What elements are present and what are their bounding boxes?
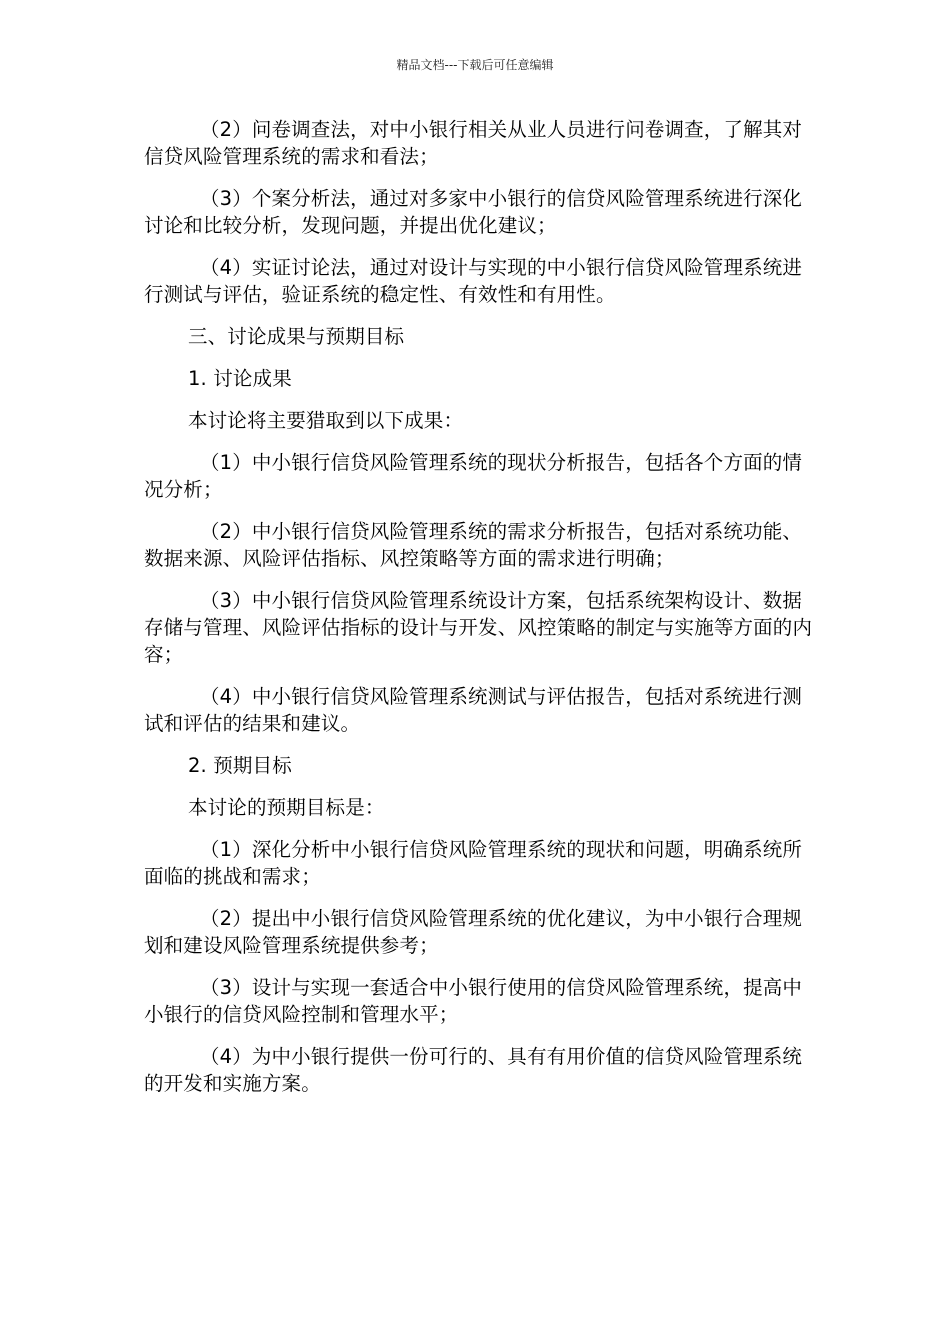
paragraph-goal-2: （2）提出中小银行信贷风险管理系统的优化建议，为中小银行合理规划和建设风险管理系统提供参考； [144,907,803,957]
subsection-heading-results: 1. 讨论成果 [188,367,292,390]
paragraph-method-empirical: （4）实证讨论法，通过对设计与实现的中小银行信贷风险管理系统进行测试与评估，验证系统的稳定性、有效性和有用性。 [144,256,803,306]
paragraph-result-2: （2）中小银行信贷风险管理系统的需求分析报告，包括对系统功能、数据来源、风险评估指标、风控策略等方面的需求进行明确； [144,520,803,570]
paragraph-goal-4: （4）为中小银行提供一份可行的、具有有用价值的信贷风险管理系统的开发和实施方案。 [144,1045,803,1095]
paragraph-goal-1: （1）深化分析中小银行信贷风险管理系统的现状和问题，明确系统所面临的挑战和需求； [144,838,803,888]
paragraph-result-3: （3）中小银行信贷风险管理系统设计方案，包括系统架构设计、数据存储与管理、风险评估指标的设计与开发、风控策略的制定与实施等方面的内容； [144,589,813,666]
section-heading-results-goals: 三、讨论成果与预期目标 [188,325,405,348]
subsection-heading-goals: 2. 预期目标 [188,754,292,777]
paragraph-method-case-analysis: （3）个案分析法，通过对多家中小银行的信贷风险管理系统进行深化讨论和比较分析，发现问题，并提出优化建议； [144,187,803,237]
document-body [144,116,816,1112]
paragraph-goals-intro: 本讨论的预期目标是： [188,796,385,819]
paragraph-result-1: （1）中小银行信贷风险管理系统的现状分析报告，包括各个方面的情况分析； [144,451,803,501]
paragraph-method-questionnaire: （2）问卷调查法，对中小银行相关从业人员进行问卷调查，了解其对信贷风险管理系统的需求和看法； [144,118,803,168]
paragraph-result-4: （4）中小银行信贷风险管理系统测试与评估报告，包括对系统进行测试和评估的结果和建议。 [144,685,803,735]
paragraph-goal-3: （3）设计与实现一套适合中小银行使用的信贷风险管理系统，提高中小银行的信贷风险控制和管理水平； [144,976,803,1026]
paragraph-results-intro: 本讨论将主要猎取到以下成果： [188,409,464,432]
page-header: 精品文档---下载后可任意编辑 [396,58,554,72]
